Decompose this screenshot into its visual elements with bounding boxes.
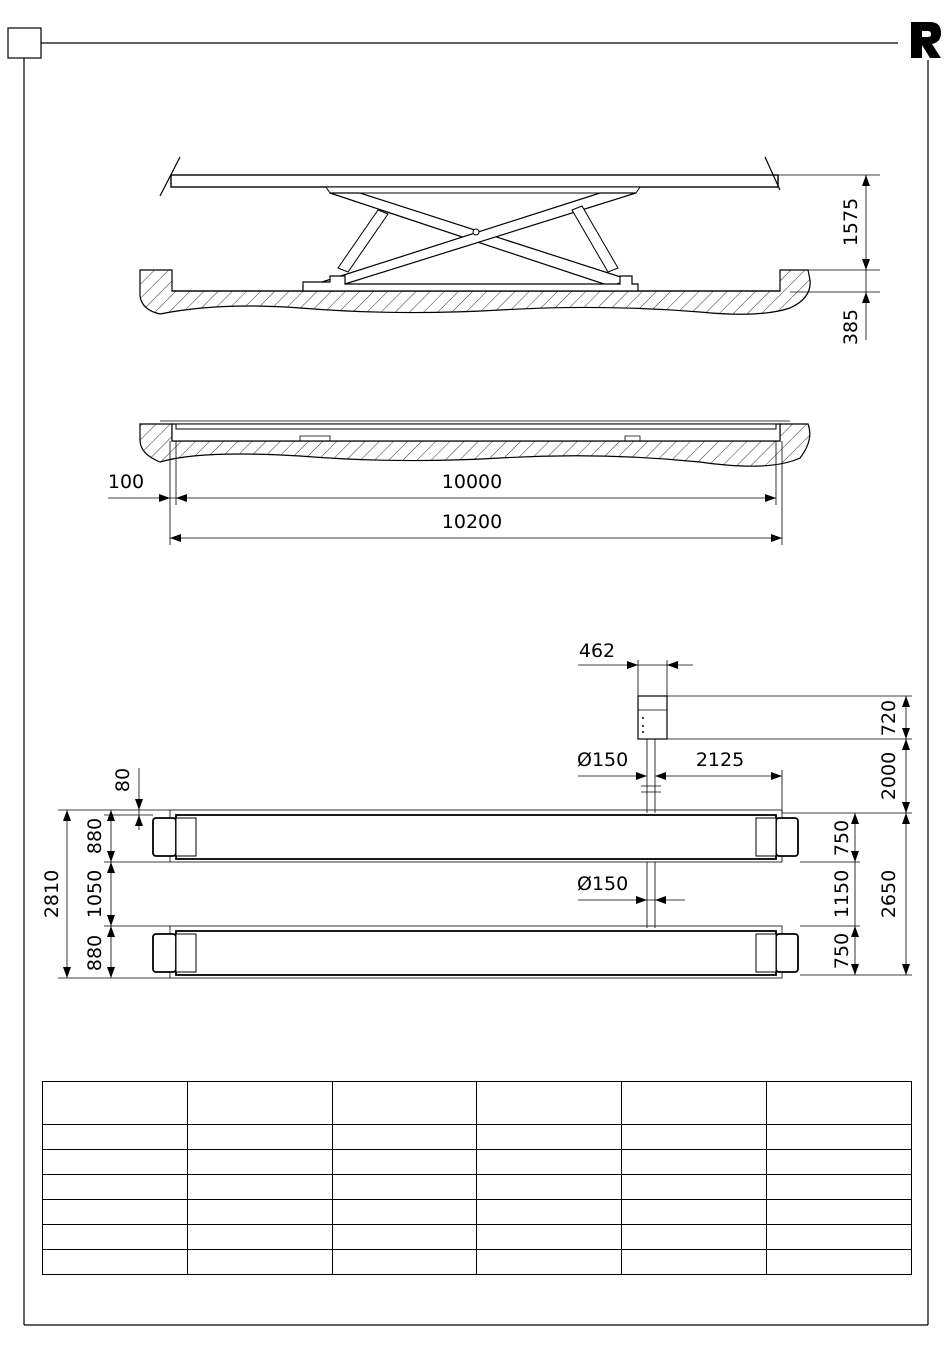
table-cell	[767, 1250, 912, 1275]
dim-runway-width-bottom: 880	[84, 934, 106, 972]
table-cell	[622, 1200, 767, 1225]
table-cell	[187, 1125, 332, 1150]
table-cell	[477, 1125, 622, 1150]
dim-overall-length: 10200	[441, 511, 503, 533]
table-cell	[767, 1200, 912, 1225]
table-cell	[477, 1175, 622, 1200]
dim-pit-depth: 385	[840, 308, 862, 346]
table-cell	[622, 1125, 767, 1150]
table-cell	[767, 1225, 912, 1250]
table-cell	[43, 1250, 188, 1275]
table-cell	[332, 1125, 477, 1150]
table-cell	[332, 1150, 477, 1175]
dim-edge-offset: 80	[112, 767, 134, 793]
dim-overall-width: 2810	[41, 869, 63, 919]
brand-logo	[911, 22, 941, 58]
table-cell	[187, 1250, 332, 1275]
table-row	[43, 1175, 912, 1200]
table-cell	[187, 1200, 332, 1225]
table-row	[43, 1125, 912, 1150]
side-view-dimensions	[778, 175, 880, 345]
table-cell	[622, 1175, 767, 1200]
table-cell	[332, 1250, 477, 1275]
table-cell	[187, 1225, 332, 1250]
table-cell	[332, 1200, 477, 1225]
dim-pit-gap: 1150	[831, 869, 853, 919]
table-cell	[767, 1175, 912, 1200]
table-cell	[43, 1175, 188, 1200]
table-cell	[187, 1150, 332, 1175]
dim-pit-overall-width: 2650	[878, 869, 900, 919]
table-cell	[477, 1225, 622, 1250]
table-row	[43, 1082, 912, 1125]
dim-pit-width-bottom: 750	[831, 932, 853, 970]
table-cell	[767, 1150, 912, 1175]
plan-dimensions	[41, 640, 912, 978]
table-cell	[187, 1082, 332, 1125]
table-row	[43, 1150, 912, 1175]
table-cell	[332, 1225, 477, 1250]
table-row	[43, 1200, 912, 1225]
table-cell	[477, 1150, 622, 1175]
table-cell	[43, 1150, 188, 1175]
plan-view	[153, 696, 798, 978]
table-cell	[187, 1175, 332, 1200]
dim-conduit-diameter-mid: Ø150	[577, 873, 629, 895]
table-cell	[477, 1250, 622, 1275]
dim-runway-width-top: 880	[84, 817, 106, 855]
pit-section-view	[140, 421, 810, 466]
dim-control-width: 462	[578, 640, 616, 662]
dim-platform-length: 10000	[441, 471, 503, 493]
table-cell	[767, 1125, 912, 1150]
table-row	[43, 1250, 912, 1275]
table-cell	[477, 1200, 622, 1225]
side-view-lift	[140, 157, 810, 314]
table-cell	[43, 1225, 188, 1250]
dim-runway-gap: 1050	[84, 869, 106, 919]
table-cell	[767, 1082, 912, 1125]
table-cell	[43, 1082, 188, 1125]
dim-lift-height: 1575	[840, 197, 862, 247]
table-cell	[332, 1082, 477, 1125]
table-cell	[622, 1225, 767, 1250]
table-cell	[332, 1175, 477, 1200]
spec-table	[42, 1081, 912, 1275]
dim-control-depth: 720	[878, 699, 900, 737]
dim-offset: 100	[107, 471, 145, 493]
dim-conduit-offset: 2125	[695, 749, 745, 771]
table-cell	[43, 1125, 188, 1150]
table-cell	[622, 1150, 767, 1175]
table-row	[43, 1225, 912, 1250]
table-cell	[43, 1200, 188, 1225]
table-cell	[622, 1250, 767, 1275]
table-cell	[622, 1082, 767, 1125]
dim-conduit-diameter-top: Ø150	[577, 749, 629, 771]
table-cell	[477, 1082, 622, 1125]
dim-pit-width-top: 750	[831, 819, 853, 857]
dim-control-distance: 2000	[878, 751, 900, 801]
